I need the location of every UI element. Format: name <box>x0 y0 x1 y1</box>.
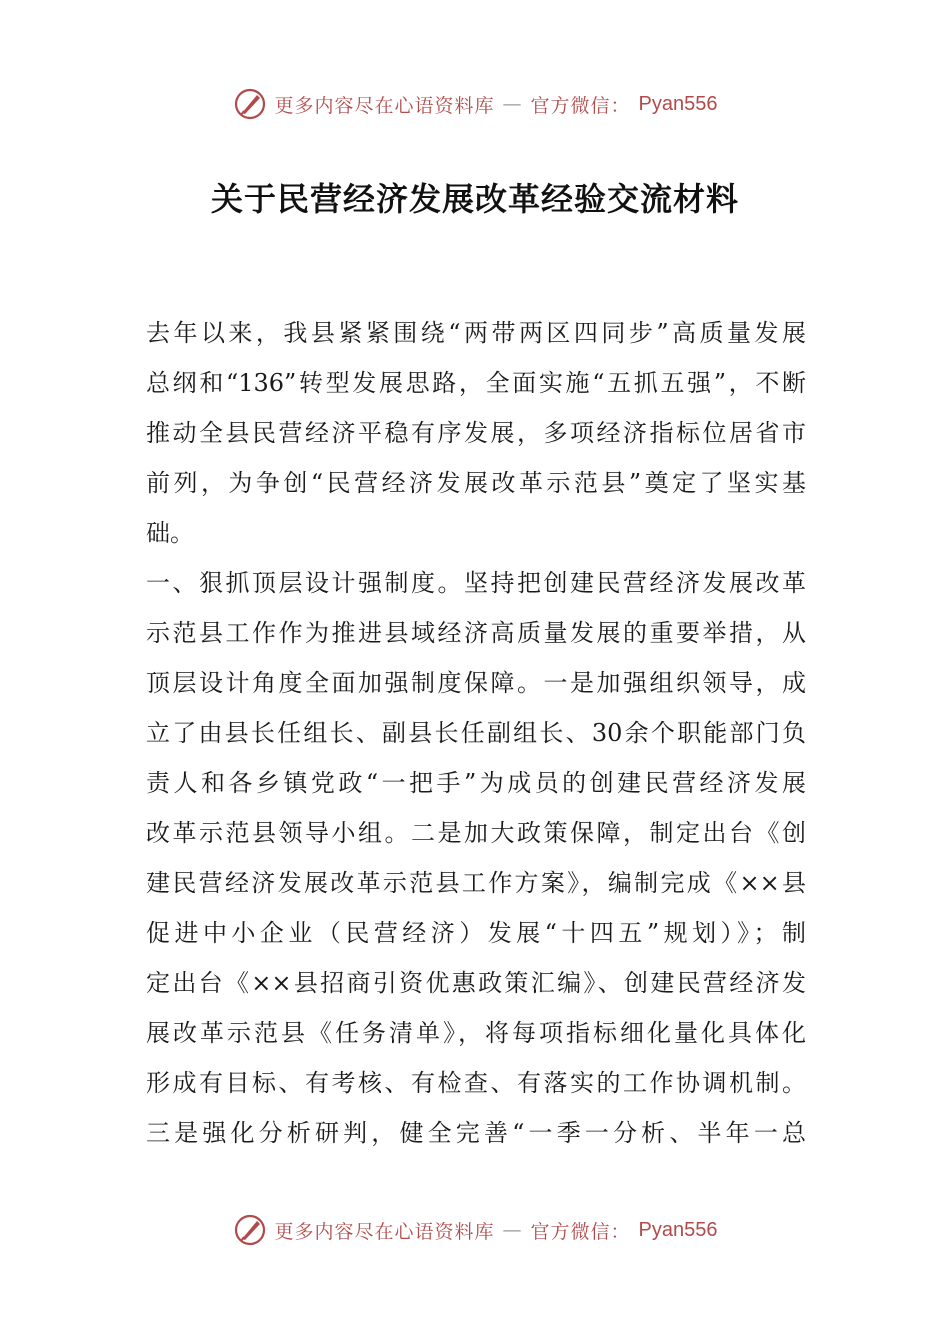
body-line: 示范县工作作为推进县域经济高质量发展的重要举措，从 <box>146 619 806 647</box>
watermark-label: 官方微信： <box>530 94 631 117</box>
watermark-dash: — <box>502 1219 523 1241</box>
body-line: 去年以来，我县紧紧围绕“两带两区四同步”高质量发展 <box>146 319 806 347</box>
watermark-label: 官方微信： <box>530 1220 631 1243</box>
body-line: 建民营经济发展改革示范县工作方案》，编制完成《××县 <box>146 869 806 897</box>
body-line: 总纲和“136”转型发展思路，全面实施“五抓五强”，不断 <box>146 369 806 397</box>
watermark-dash: — <box>502 93 523 115</box>
body-line: 顶层设计角度全面加强制度保障。一是加强组织领导，成 <box>146 669 806 697</box>
document-body <box>146 308 806 1158</box>
watermark-main-text: 更多内容尽在心语资料库 <box>274 94 495 117</box>
body-line: 促进中小企业（民营经济）发展“十四五”规划）》；制 <box>146 919 806 947</box>
watermark-main-text: 更多内容尽在心语资料库 <box>274 1220 495 1243</box>
body-line: 前列，为争创“民营经济发展改革示范县”奠定了坚实基 <box>146 469 806 497</box>
quill-logo-icon <box>233 87 267 121</box>
header-watermark <box>0 82 950 126</box>
footer-watermark <box>0 1208 950 1252</box>
body-line: 展改革示范县《任务清单》，将每项指标细化量化具体化 <box>146 1019 806 1047</box>
body-line: 改革示范县领导小组。二是加大政策保障，制定出台《创 <box>146 819 806 847</box>
body-line: 立了由县长任组长、副县长任副组长、30余个职能部门负 <box>146 719 806 747</box>
document-title: 关于民营经济发展改革经验交流材料 <box>210 180 739 218</box>
watermark-id: Pyan556 <box>638 92 718 115</box>
body-line: 推动全县民营经济平稳有序发展，多项经济指标位居省市 <box>146 419 806 447</box>
body-line: 形成有目标、有考核、有检查、有落实的工作协调机制。 <box>146 1069 806 1097</box>
body-line: 定出台《××县招商引资优惠政策汇编》、创建民营经济发 <box>146 969 806 997</box>
body-line: 一、狠抓顶层设计强制度。坚持把创建民营经济发展改革 <box>146 569 806 597</box>
body-line: 础。 <box>146 519 194 547</box>
body-line: 责人和各乡镇党政“一把手”为成员的创建民营经济发展 <box>146 769 806 797</box>
quill-logo-icon <box>233 1213 267 1247</box>
body-line: 三是强化分析研判，健全完善“一季一分析、半年一总 <box>146 1119 806 1147</box>
watermark-id: Pyan556 <box>638 1218 718 1241</box>
